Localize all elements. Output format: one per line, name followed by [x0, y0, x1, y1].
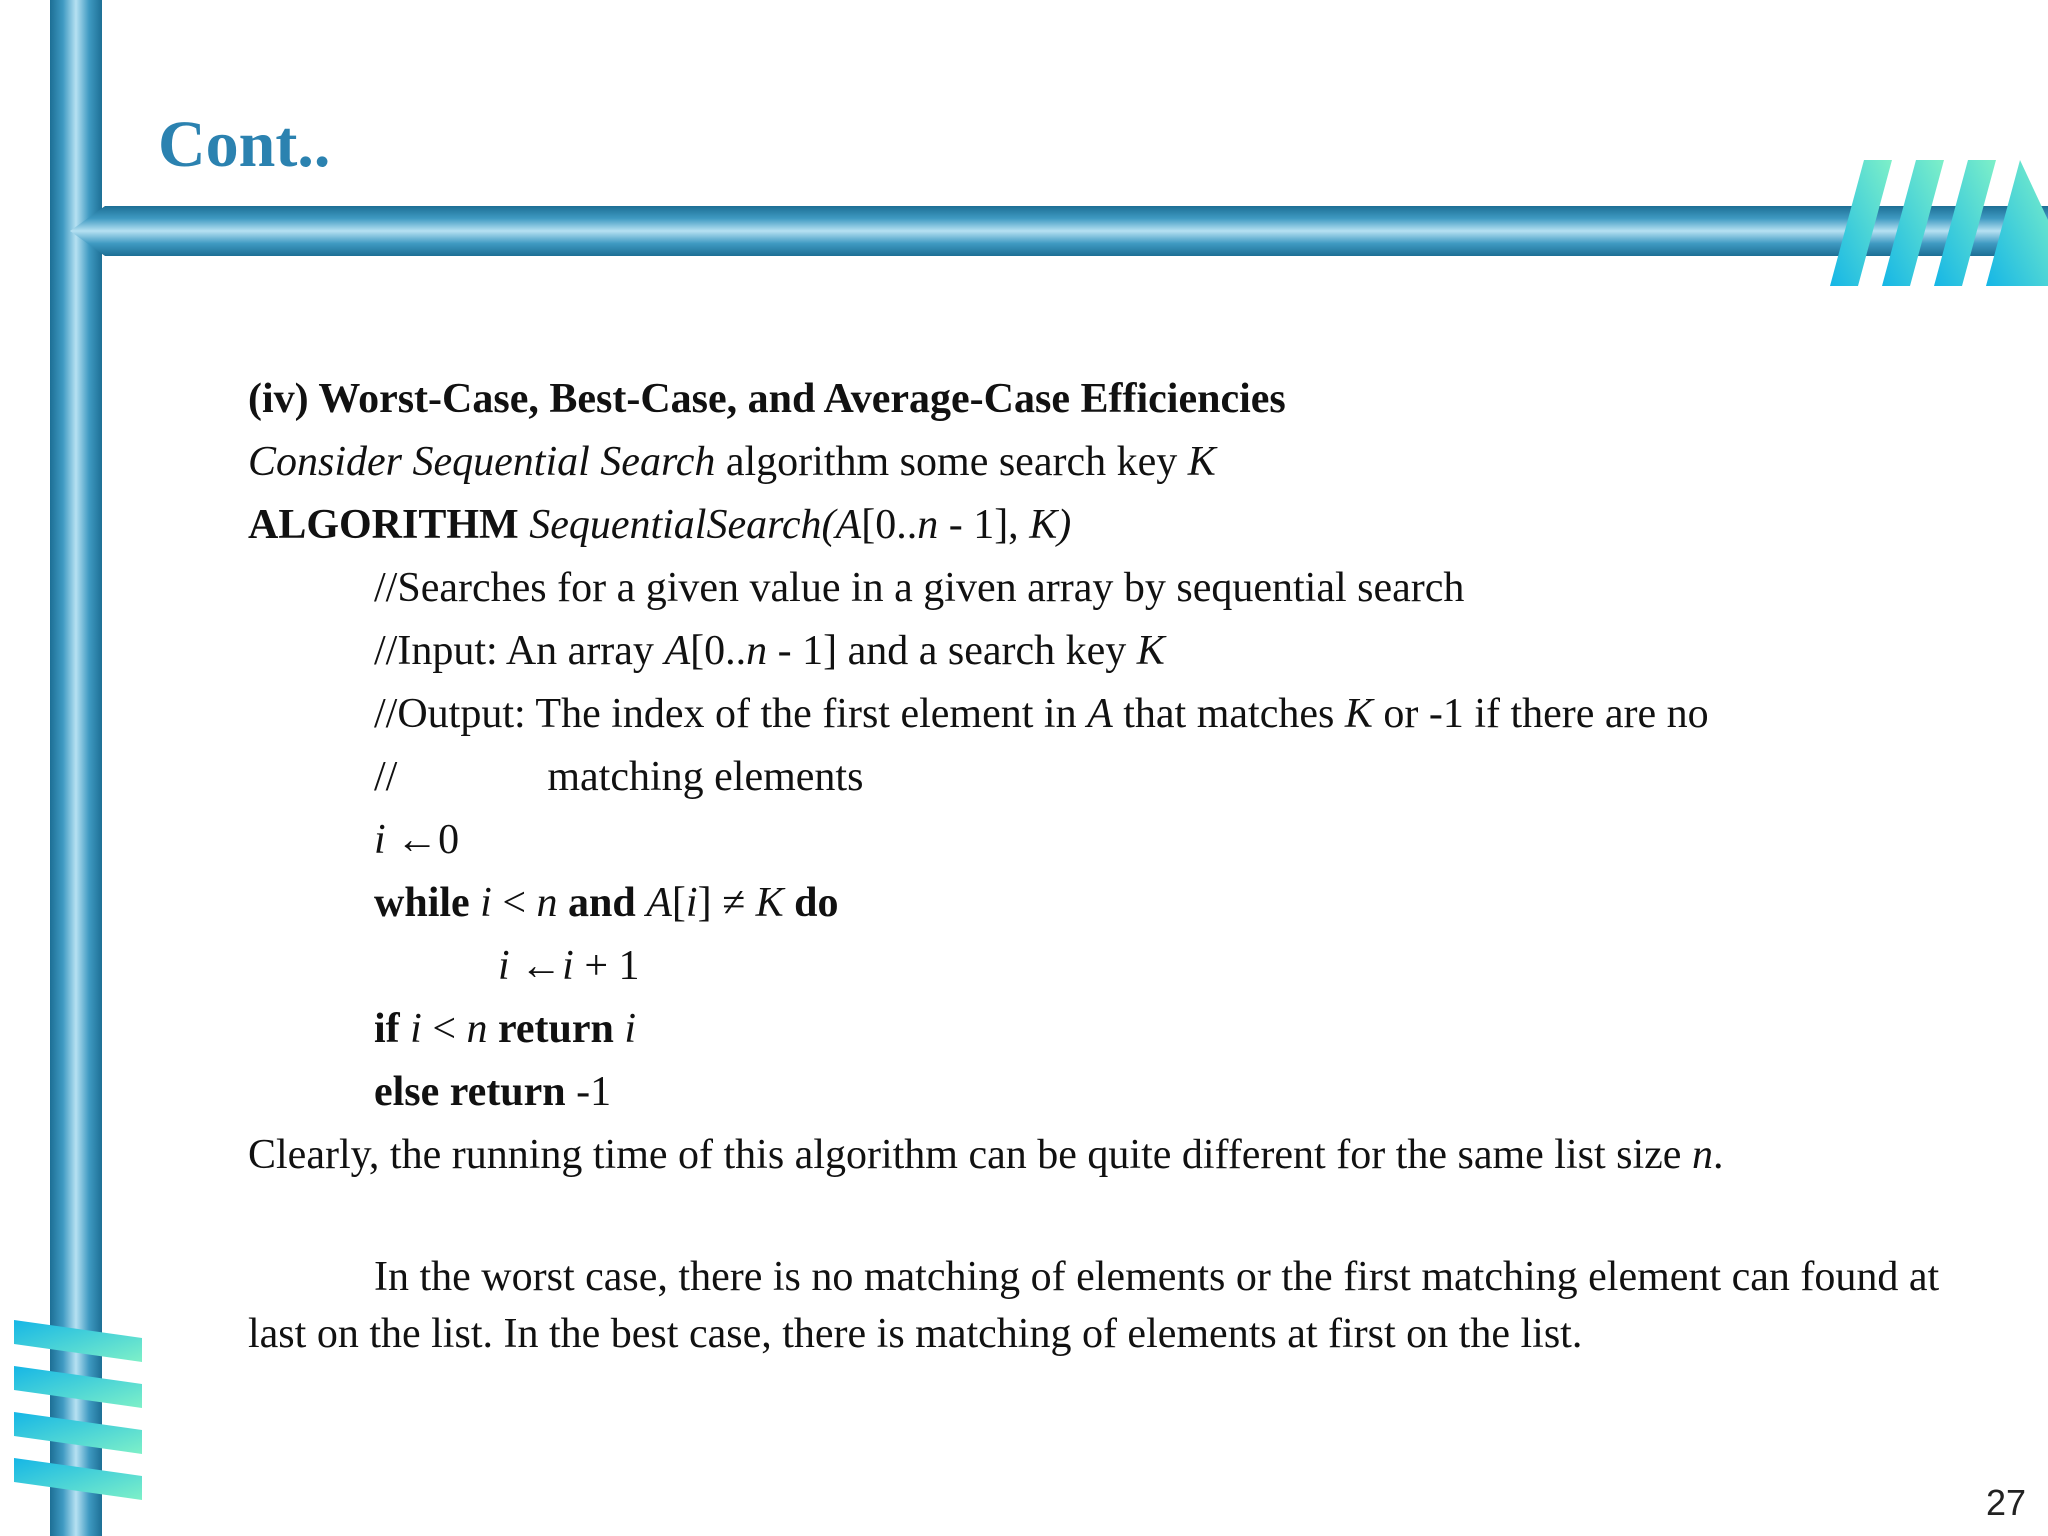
striped-logo-icon — [1830, 160, 2048, 286]
intro-line: Consider Sequential Search algorithm some search key K — [248, 439, 1216, 485]
code-line-if: if i < n return i — [374, 1006, 637, 1052]
striped-logo-icon — [14, 1320, 142, 1500]
algorithm-signature: ALGORITHM SequentialSearch(A[0..n - 1], K) — [248, 502, 1072, 548]
comment-line: //Output: The index of the first element in A that matches K or -1 if there are no — [374, 691, 1709, 737]
comment-line: //Input: An array A[0..n - 1] and a search key K — [374, 628, 1165, 674]
code-line-init: i ←0 — [374, 817, 460, 863]
comment-line: //Searches for a given value in a given array by sequential search — [374, 565, 1465, 611]
page-number: 27 — [1985, 1482, 2026, 1523]
clearly-statement: Clearly, the running time of this algorithm can be quite different for the same list size n. — [248, 1132, 1724, 1178]
algorithm-content — [248, 368, 1968, 1363]
code-line-else: else return -1 — [374, 1069, 612, 1115]
slide-title: Cont.. — [158, 108, 331, 181]
code-line-while: while i < n and A[i] ≠ K do — [374, 880, 839, 926]
code-line-increment: i ←i + 1 — [498, 943, 640, 989]
horizontal-decorative-bar — [70, 206, 2048, 256]
worst-best-case-paragraph: In the worst case, there is no matching of elements or the first matching element can found at last on the list. In the best case, there is matching of elements at first on the list. — [248, 1254, 1940, 1357]
comment-line: // matching elements — [374, 754, 864, 800]
section-heading: (iv) Worst-Case, Best-Case, and Average-Case Efficiencies — [248, 376, 1286, 422]
